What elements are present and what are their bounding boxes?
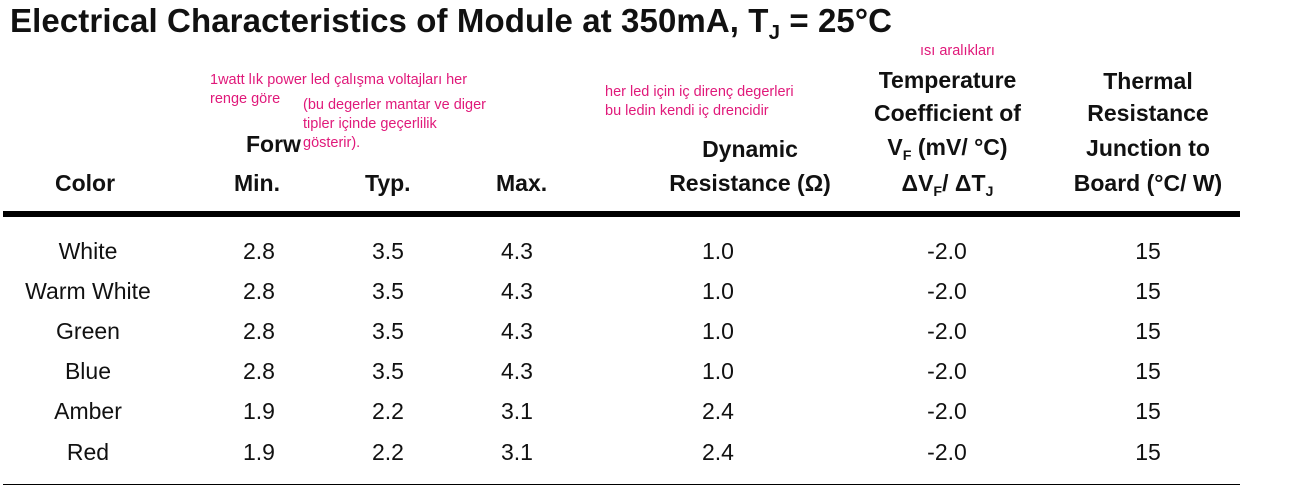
cell-typ: 3.5 xyxy=(372,238,404,264)
cell-min: 1.9 xyxy=(243,439,275,465)
cell-color: Green xyxy=(56,318,120,344)
forward-voltage-group-header: Forw xyxy=(246,131,301,157)
cell-dynamic-resistance: 1.0 xyxy=(702,238,734,264)
cell-max: 4.3 xyxy=(501,318,533,344)
column-header-temp-line1: Temperature xyxy=(878,67,1017,93)
cell-thermal-resistance: 15 xyxy=(1135,278,1161,304)
cell-temp-coefficient: -2.0 xyxy=(927,398,967,424)
cell-min: 2.8 xyxy=(243,358,275,384)
delta-tj-subscript: J xyxy=(985,183,994,200)
cell-dynamic-resistance: 1.0 xyxy=(702,358,734,384)
cell-max: 4.3 xyxy=(501,238,533,264)
cell-min: 2.8 xyxy=(243,238,275,264)
temperature-range-note: ısı aralıkları xyxy=(920,43,995,59)
cell-max: 4.3 xyxy=(501,358,533,384)
validity-note-line1: (bu degerler mantar ve diger xyxy=(303,97,486,113)
column-header-dynamic-line1: Dynamic xyxy=(702,136,798,162)
cell-max: 3.1 xyxy=(501,439,533,465)
cell-min: 2.8 xyxy=(243,318,275,344)
column-header-max: Max. xyxy=(496,170,548,196)
cell-thermal-resistance: 15 xyxy=(1135,238,1161,264)
column-header-thermal-line4: Board (°C/ W) xyxy=(1073,170,1223,196)
cell-dynamic-resistance: 1.0 xyxy=(702,318,734,344)
validity-note-line2: tipler içinde geçerlilik xyxy=(303,116,437,132)
title-suffix: = 25°C xyxy=(780,2,893,39)
cell-min: 2.8 xyxy=(243,278,275,304)
voltage-note-line1: 1watt lık power led çalışma voltajları her xyxy=(210,72,468,88)
voltage-note-line2: renge göre xyxy=(210,91,281,107)
title-main: Electrical Characteristics of Module at 350mA, T xyxy=(10,2,769,39)
cell-typ: 2.2 xyxy=(372,398,404,424)
cell-color: Red xyxy=(66,439,110,465)
cell-max: 3.1 xyxy=(501,398,533,424)
cell-typ: 3.5 xyxy=(372,358,404,384)
delta-vf-symbol: ΔV xyxy=(901,170,934,196)
cell-max: 4.3 xyxy=(501,278,533,304)
validity-note-line3: gösterir). xyxy=(303,135,361,151)
cell-typ: 3.5 xyxy=(372,278,404,304)
temp-vf-symbol: V xyxy=(887,134,903,160)
cell-color: Blue xyxy=(64,358,112,384)
page-title xyxy=(10,2,892,45)
cell-typ: 2.2 xyxy=(372,439,404,465)
cell-thermal-resistance: 15 xyxy=(1135,398,1161,424)
column-header-temp-line4 xyxy=(845,170,1050,200)
cell-dynamic-resistance: 2.4 xyxy=(702,439,734,465)
cell-temp-coefficient: -2.0 xyxy=(927,358,967,384)
cell-typ: 3.5 xyxy=(372,318,404,344)
cell-dynamic-resistance: 1.0 xyxy=(702,278,734,304)
delta-tj-symbol: / ΔT xyxy=(942,170,986,196)
cell-thermal-resistance: 15 xyxy=(1135,318,1161,344)
cell-color: White xyxy=(58,238,118,264)
cell-color: Amber xyxy=(54,398,122,424)
cell-thermal-resistance: 15 xyxy=(1135,358,1161,384)
temp-vf-subscript: F xyxy=(902,147,912,164)
header-divider xyxy=(3,211,1240,217)
column-header-min: Min. xyxy=(234,170,280,196)
column-header-color: Color xyxy=(55,170,116,196)
column-header-thermal-line1: Thermal xyxy=(1103,68,1193,94)
column-header-thermal-line2: Resistance xyxy=(1087,100,1209,126)
cell-thermal-resistance: 15 xyxy=(1135,439,1161,465)
cell-temp-coefficient: -2.0 xyxy=(927,278,967,304)
title-subscript: J xyxy=(768,21,781,45)
cell-temp-coefficient: -2.0 xyxy=(927,238,967,264)
cell-temp-coefficient: -2.0 xyxy=(927,318,967,344)
table-bottom-rule xyxy=(3,484,1240,485)
delta-vf-subscript: F xyxy=(933,183,943,200)
column-header-temp-line2: Coefficient of xyxy=(874,100,1021,126)
column-header-typ: Typ. xyxy=(365,170,411,196)
resistance-note-line1: her led için iç direnç degerleri xyxy=(605,84,794,100)
column-header-dynamic-line2: Resistance (Ω) xyxy=(669,170,831,196)
cell-temp-coefficient: -2.0 xyxy=(927,439,967,465)
cell-color: Warm White xyxy=(25,278,151,304)
temp-unit: (mV/ °C) xyxy=(911,134,1008,160)
cell-dynamic-resistance: 2.4 xyxy=(702,398,734,424)
column-header-temp-line3 xyxy=(845,134,1050,164)
cell-min: 1.9 xyxy=(243,398,275,424)
resistance-note-line2: bu ledin kendi iç drencidir xyxy=(605,103,769,119)
column-header-thermal-line3: Junction to xyxy=(1086,135,1210,161)
